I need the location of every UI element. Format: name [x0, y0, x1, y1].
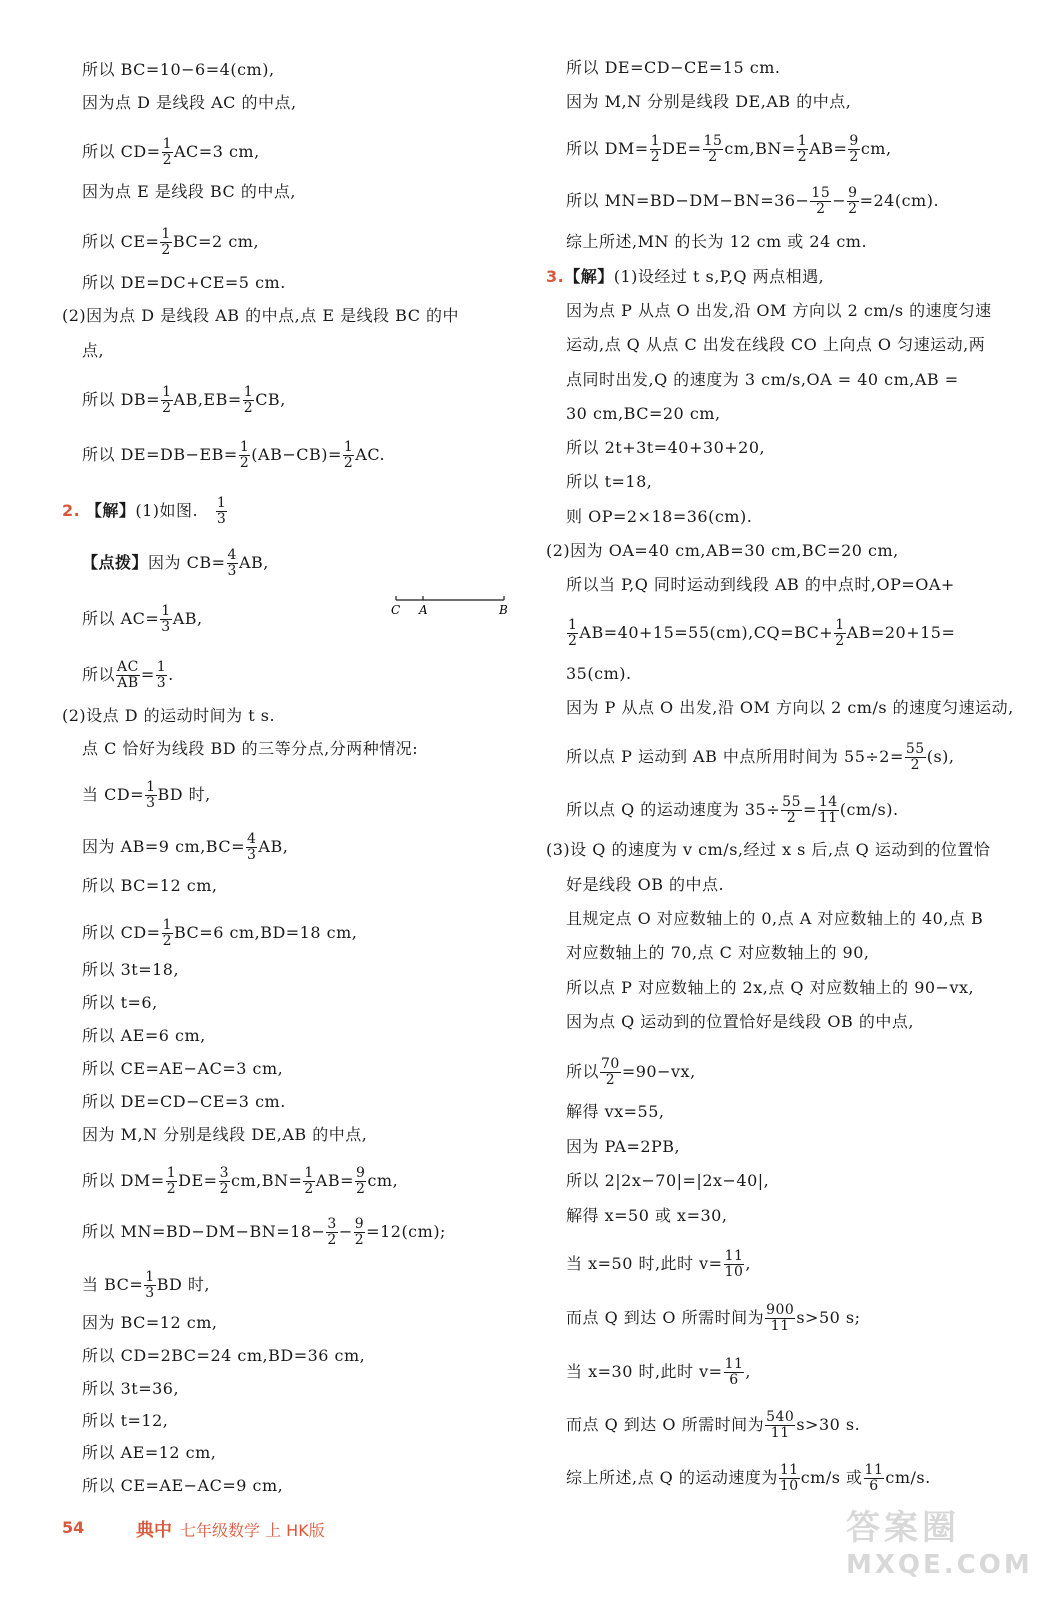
- text-line: 所以 DM= $\frac{1}{2}$ DE= $\frac{15}{2}$ cm,BN= $\frac{1}{2}$ AB= $\frac{9}{2}$ cm,: [566, 133, 892, 165]
- text-line: 【点拨】因为 CB= $\frac{4}{3}$ AB,: [82, 547, 269, 579]
- text-line: 而点 Q 到达 O 所需时间为 $\frac{900}{11}$ s>50 s;: [566, 1302, 861, 1334]
- fraction: $\frac{15}{2}$: [811, 185, 831, 217]
- fraction: $\frac{1}{2}$: [162, 136, 172, 168]
- text-line: 所以 CD= $\frac{1}{2}$ AC=3 cm,: [82, 136, 260, 168]
- text-line: 所以 $\frac{AC}{AB}$ = $\frac{1}{3}$ .: [82, 659, 174, 691]
- text-line: 所以当 P,Q 同时运动到线段 AB 的中点时,OP=OA+: [566, 575, 955, 594]
- text-line: 所以 CE= $\frac{1}{2}$ BC=2 cm,: [82, 226, 260, 258]
- text-line: 点 C 恰好为线段 BD 的三等分点,分两种情况:: [82, 739, 419, 758]
- fraction: $\frac{9}{2}$: [356, 1165, 366, 1197]
- fraction: $\frac{1}{2}$: [166, 1165, 177, 1197]
- fraction: $\frac{3}{2}$: [219, 1165, 229, 1197]
- text-line: 所以 AE=12 cm,: [82, 1443, 217, 1462]
- text-line: 所以 DB= $\frac{1}{2}$ AB,EB= $\frac{1}{2}$ CB,: [82, 384, 286, 416]
- fraction: $\frac{1}{2}$: [243, 384, 254, 416]
- text-line: 所以 3t=36,: [82, 1379, 180, 1398]
- fraction: $\frac{1}{2}$: [797, 133, 808, 165]
- page-number: 54: [62, 1518, 85, 1537]
- text-line: 点,: [82, 341, 105, 360]
- text-line: 好是线段 OB 的中点.: [566, 875, 725, 894]
- fraction: $\frac{1}{3}$: [146, 779, 156, 811]
- text-line: 30 cm,BC=20 cm,: [566, 404, 721, 423]
- text-line: 因为点 P 从点 O 出发,沿 OM 方向以 2 cm/s 的速度匀速: [566, 301, 992, 320]
- segment-figure: [386, 590, 516, 622]
- fraction: $\frac{9}{2}$: [354, 1216, 365, 1248]
- fraction: $\frac{1}{2}$: [568, 617, 578, 649]
- fraction: $\frac{1}{3}$: [216, 495, 227, 527]
- watermark: [826, 1500, 1033, 1590]
- text-line: 解得 x=50 或 x=30,: [566, 1206, 728, 1225]
- fraction: $\frac{4}{3}$: [227, 547, 237, 579]
- text-line: 且规定点 O 对应数轴上的 0,点 A 对应数轴上的 40,点 B: [566, 909, 984, 928]
- fraction: $\frac{11}{6}$: [864, 1462, 884, 1494]
- question-2-header: 2. 【解】(1)如图. $\frac{1}{3}$: [62, 495, 227, 527]
- text-line: 所以 2|2x−70|=|2x−40|,: [566, 1171, 770, 1190]
- text-line: $\frac{1}{2}$ AB=40+15=55(cm),CQ=BC+ $\frac{1}{2}$ AB=20+15=: [568, 617, 956, 649]
- fraction: $\frac{1}{2}$: [162, 917, 172, 949]
- fraction: $\frac{55}{2}$: [782, 794, 801, 826]
- fraction: $\frac{AC}{AB}$: [117, 659, 139, 691]
- text-line: 所以 DE=CD−CE=15 cm.: [566, 58, 781, 77]
- text-line: 所以点 Q 的运动速度为 35÷ $\frac{55}{2}$ = $\frac{14}{11}$ (cm/s).: [566, 794, 899, 826]
- text-line: (2)设点 D 的运动时间为 t s.: [62, 706, 276, 725]
- text-line: 所以 3t=18,: [82, 960, 180, 979]
- fraction: $\frac{3}{2}$: [327, 1216, 337, 1248]
- fraction: $\frac{1}{2}$: [161, 226, 171, 258]
- text-line: 当 CD= $\frac{1}{3}$ BD 时,: [82, 779, 211, 811]
- fraction: $\frac{11}{10}$: [779, 1462, 799, 1494]
- text-line: (2)因为 OA=40 cm,AB=30 cm,BC=20 cm,: [546, 541, 899, 560]
- text-line: 所以点 P 运动到 AB 中点所用时间为 55÷2= $\frac{55}{2}$ (s),: [566, 741, 955, 773]
- fraction: $\frac{1}{2}$: [343, 439, 354, 471]
- text-line: 因为点 Q 运动到的位置恰好是线段 OB 的中点,: [566, 1012, 914, 1031]
- label-b: B: [499, 603, 508, 617]
- text-line: 因为 AB=9 cm,BC= $\frac{4}{3}$ AB,: [82, 831, 289, 863]
- fraction: $\frac{55}{2}$: [905, 741, 925, 773]
- book-title: 七年级数学 上 HK版: [180, 1521, 325, 1540]
- tip-label: 【点拨】: [82, 553, 149, 572]
- fraction: $\frac{900}{11}$: [766, 1302, 795, 1334]
- fraction: $\frac{15}{2}$: [703, 133, 723, 165]
- text-line: 所以 t=18,: [566, 472, 653, 491]
- question-number: 2.: [62, 501, 81, 520]
- text-line: 解得 vx=55,: [566, 1102, 665, 1121]
- fraction: $\frac{1}{3}$: [156, 659, 167, 691]
- text-line: 综上所述,MN 的长为 12 cm 或 24 cm.: [566, 232, 868, 251]
- text-line: 所以点 P 对应数轴上的 2x,点 Q 对应数轴上的 90−vx,: [566, 978, 975, 997]
- fraction: $\frac{1}{2}$: [162, 384, 172, 416]
- fraction: $\frac{1}{2}$: [304, 1165, 314, 1197]
- text-line: 所以 DE=DB−EB= $\frac{1}{2}$ (AB−CB)= $\frac{1}{2}$ AC.: [82, 439, 386, 471]
- text-line: 所以 t=12,: [82, 1411, 169, 1430]
- fraction: $\frac{9}{2}$: [848, 185, 858, 217]
- fraction: $\frac{9}{2}$: [849, 133, 859, 165]
- text-line: 35(cm).: [566, 664, 632, 683]
- brand-logo: 典中: [136, 1520, 172, 1541]
- text-line: 因为 PA=2PB,: [566, 1137, 681, 1156]
- question-number: 3.: [546, 267, 565, 286]
- text-line: 所以 t=6,: [82, 993, 158, 1012]
- text-line: 当 x=30 时,此时 v= $\frac{11}{6}$ ,: [566, 1356, 752, 1388]
- text-line: 而点 Q 到达 O 所需时间为 $\frac{540}{11}$ s>30 s.: [566, 1409, 861, 1441]
- fraction: $\frac{1}{2}$: [239, 439, 250, 471]
- text-line: 因为点 E 是线段 BC 的中点,: [82, 182, 296, 201]
- fraction: $\frac{11}{10}$: [724, 1248, 744, 1280]
- fraction: $\frac{11}{6}$: [724, 1356, 744, 1388]
- fraction: $\frac{4}{3}$: [247, 831, 257, 863]
- text-line: 所以 BC=12 cm,: [82, 876, 218, 895]
- fraction: $\frac{1}{2}$: [650, 133, 661, 165]
- text-line: (2)因为点 D 是线段 AB 的中点,点 E 是线段 BC 的中: [62, 306, 460, 325]
- text-line: 因为 BC=12 cm,: [82, 1313, 218, 1332]
- page-footer: [40, 1512, 440, 1552]
- text-line: 运动,点 Q 从点 C 出发在线段 CO 上向点 O 匀速运动,两: [566, 335, 986, 354]
- fraction: $\frac{1}{3}$: [161, 603, 171, 635]
- text-line: 所以 CE=AE−AC=9 cm,: [82, 1476, 284, 1495]
- text-line: (3)设 Q 的速度为 v cm/s,经过 x s 后,点 Q 运动到的位置恰: [546, 840, 991, 859]
- question-3-header: 3.【解】(1)设经过 t s,P,Q 两点相遇,: [546, 267, 825, 286]
- text-line: 点同时出发,Q 的速度为 3 cm/s,OA = 40 cm,AB =: [566, 370, 959, 389]
- text-line: 当 x=50 时,此时 v= $\frac{11}{10}$ ,: [566, 1248, 752, 1280]
- text-line: 因为 P 从点 O 出发,沿 OM 方向以 2 cm/s 的速度匀速运动,: [566, 698, 1014, 717]
- text-line: 所以 MN=BD−DM−BN=18− $\frac{3}{2}$ − $\frac{9}{2}$ =12(cm);: [82, 1216, 446, 1248]
- text-line: 所以 DE=CD−CE=3 cm.: [82, 1092, 286, 1111]
- fraction: $\frac{1}{3}$: [145, 1269, 155, 1301]
- text-line: 所以 CD= $\frac{1}{2}$ BC=6 cm,BD=18 cm,: [82, 917, 358, 949]
- text-line: 因为 M,N 分别是线段 DE,AB 的中点,: [566, 92, 852, 111]
- text-line: 综上所述,点 Q 的运动速度为 $\frac{11}{10}$ cm/s 或 $\frac{11}{6}$ cm/s.: [566, 1462, 931, 1494]
- fraction: $\frac{540}{11}$: [766, 1409, 795, 1441]
- text-line: 所以 CE=AE−AC=3 cm,: [82, 1059, 284, 1078]
- label-a: A: [419, 603, 428, 617]
- label-c: C: [391, 603, 401, 617]
- watermark-bottom: MXQE.COM: [846, 1550, 1033, 1580]
- text-line: 因为点 D 是线段 AC 的中点,: [82, 93, 297, 112]
- fraction: $\frac{1}{2}$: [835, 617, 845, 649]
- text-line: 所以 2t+3t=40+30+20,: [566, 438, 766, 457]
- text-line: 因为 M,N 分别是线段 DE,AB 的中点,: [82, 1125, 368, 1144]
- text-line: 对应数轴上的 70,点 C 对应数轴上的 90,: [566, 943, 870, 962]
- text-line: 所以 MN=BD−DM−BN=36− $\frac{15}{2}$ − $\frac{9}{2}$ =24(cm).: [566, 185, 940, 217]
- text-line: 所以 AE=6 cm,: [82, 1026, 206, 1045]
- fraction: $\frac{70}{2}$: [601, 1056, 620, 1088]
- text-line: 所以 CD=2BC=24 cm,BD=36 cm,: [82, 1346, 366, 1365]
- text-line: 所以 DM= $\frac{1}{2}$ DE= $\frac{3}{2}$ cm,BN= $\frac{1}{2}$ AB= $\frac{9}{2}$ cm,: [82, 1165, 399, 1197]
- text-line: 则 OP=2×18=36(cm).: [566, 507, 753, 526]
- text-line: 所以 DE=DC+CE=5 cm.: [82, 273, 286, 292]
- text-line: 所以 BC=10−6=4(cm),: [82, 60, 275, 79]
- text-line: 所以 AC= $\frac{1}{3}$ AB,: [82, 603, 203, 635]
- watermark-top: 答案圈: [846, 1508, 960, 1548]
- text-line: 当 BC= $\frac{1}{3}$ BD 时,: [82, 1269, 210, 1301]
- fraction: $\frac{14}{11}$: [818, 794, 838, 826]
- text-line: 所以 $\frac{70}{2}$ =90−vx,: [566, 1056, 696, 1088]
